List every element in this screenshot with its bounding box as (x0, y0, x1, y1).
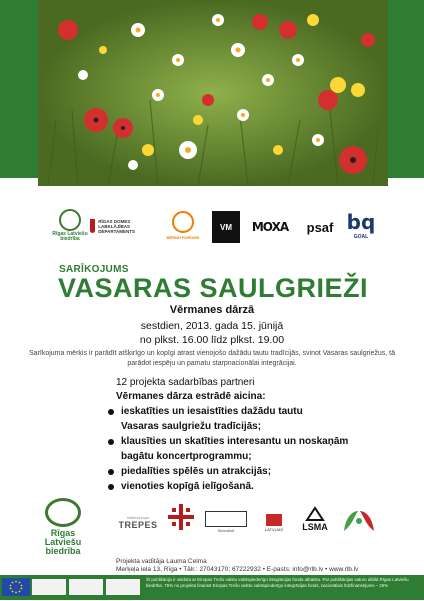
latvijas-logo (258, 508, 290, 538)
list-item: ieskatīties un iesaistīties dažādu tautu (108, 405, 408, 418)
eu-stars-icon (2, 578, 30, 596)
activity-list (108, 405, 408, 495)
estrade-invite: Vērmanes dārza estrādē aicina: (116, 391, 266, 402)
list-item-continuation: bagātu koncertprogrammu; (121, 451, 252, 462)
footer-logo (69, 579, 103, 595)
footer-logo-group (32, 579, 140, 595)
event-time: no plkst. 16.00 līdz plkst. 19.00 (139, 334, 285, 346)
logo-letters: bq (346, 210, 376, 234)
logo-text: MOXA (251, 220, 289, 234)
psaf-logo (302, 217, 338, 237)
shield-icon (90, 219, 95, 233)
footer-logo (32, 579, 66, 595)
ornament-logo (166, 502, 196, 532)
event-description: Sarīkojuma mērķis ir parādīt atšķirīgo un kopīgi atrast vienojošo dažādu tautu tradīcijās, svinot Vasaras saulgriežus, tā parādot iespēju un pamatu starpnacionālai integrācijai. (29, 350, 395, 367)
list-item: klausīties un skatīties interesantu un noskaņām (108, 435, 408, 448)
rigas-dome-logo (90, 209, 152, 243)
footer-bar (0, 575, 424, 600)
bernu-forums-logo (160, 205, 206, 245)
eu-flag-icon (2, 578, 30, 596)
event-date: sestdien, 2013. gada 15. jūnijā (140, 320, 284, 332)
list-item: piedalīties spēlēs un atrakcijās; (108, 465, 408, 478)
forum-icon (172, 211, 194, 233)
logo-subtext: folkloras kopa (127, 516, 149, 520)
logo-text: RĪGAS DOMES LABKLĀJĪBAS DEPARTAMENTS (98, 218, 136, 234)
flower-meadow-illustration (38, 0, 388, 186)
partner-logo-row (116, 502, 380, 538)
moxa-logo (246, 217, 294, 237)
logo-text: GOAL (353, 234, 369, 240)
rigas-latviesu-biedriba-logo (36, 498, 90, 556)
contact-address: Merķeļa iela 13, Rīga • Tālr.: 27043170; 67222932 • E-pasts: info@rlb.lv • www.rlb.lv (116, 566, 359, 573)
list-item: vienoties kopīgā ielīgošanā. (108, 480, 408, 493)
footer-logo (106, 579, 140, 595)
logo-text: TREPES (118, 520, 158, 530)
org-name: Rīgas Latviešu biedrība (44, 528, 82, 556)
sponsor-logo-row (50, 205, 380, 245)
left-green-bar (0, 0, 38, 178)
lsma-logo (298, 502, 332, 536)
project-leader: Projekta vadītāja Lauma Celma (116, 558, 207, 565)
event-kicker: SARĪKOJUMS (59, 264, 129, 275)
latviesu-biedriba-logo (52, 205, 88, 245)
emblem-icon (45, 498, 81, 527)
birch-leaf-icon (340, 507, 378, 535)
bq-logo (346, 207, 376, 245)
logo-text: BĒRNU FORUMS (166, 234, 200, 240)
ornament-icon (166, 502, 196, 532)
flag-icon (266, 514, 282, 526)
lsma-emblem-icon (305, 506, 325, 522)
trepes-logo (116, 508, 160, 538)
footer-disclaimer: Šī publikācija ir veidota ar Eiropas Trešo valstu valstspiederīgo integrācijas fonda atbalstu. Par publikācijas saturu atbild Rīgas Latviešu biedrība. 75% no projekta finansē Eiropas Trešo valstu valstspiederīgo integrācijas fonds, nacionālais līdzfinansējums – 25% (146, 577, 409, 588)
logo-text: Rīgas Latviešu biedrība (52, 230, 88, 242)
birch-logo (340, 506, 378, 536)
emblem-icon (59, 209, 81, 231)
logo-text: LATVIJAS (264, 527, 284, 532)
list-item-continuation: Vasaras saulgriežu tradīcijās; (121, 421, 262, 432)
event-place: Vērmanes dārzā (169, 304, 255, 316)
logo-text: Skandinē (217, 528, 235, 533)
logo-text: psaf (306, 219, 334, 235)
logo-text: VM (220, 222, 232, 232)
logo-text: LSMA (302, 522, 328, 532)
right-green-bar (388, 0, 424, 178)
vmr-logo (212, 211, 240, 243)
skandine-logo (202, 508, 250, 536)
partners-count: 12 projekta sadarbības partneri (116, 377, 255, 388)
event-title: VASARAS SAULGRIEŽI (58, 273, 369, 303)
logo-mark (205, 511, 247, 527)
flower-meadow-photo (38, 0, 388, 186)
